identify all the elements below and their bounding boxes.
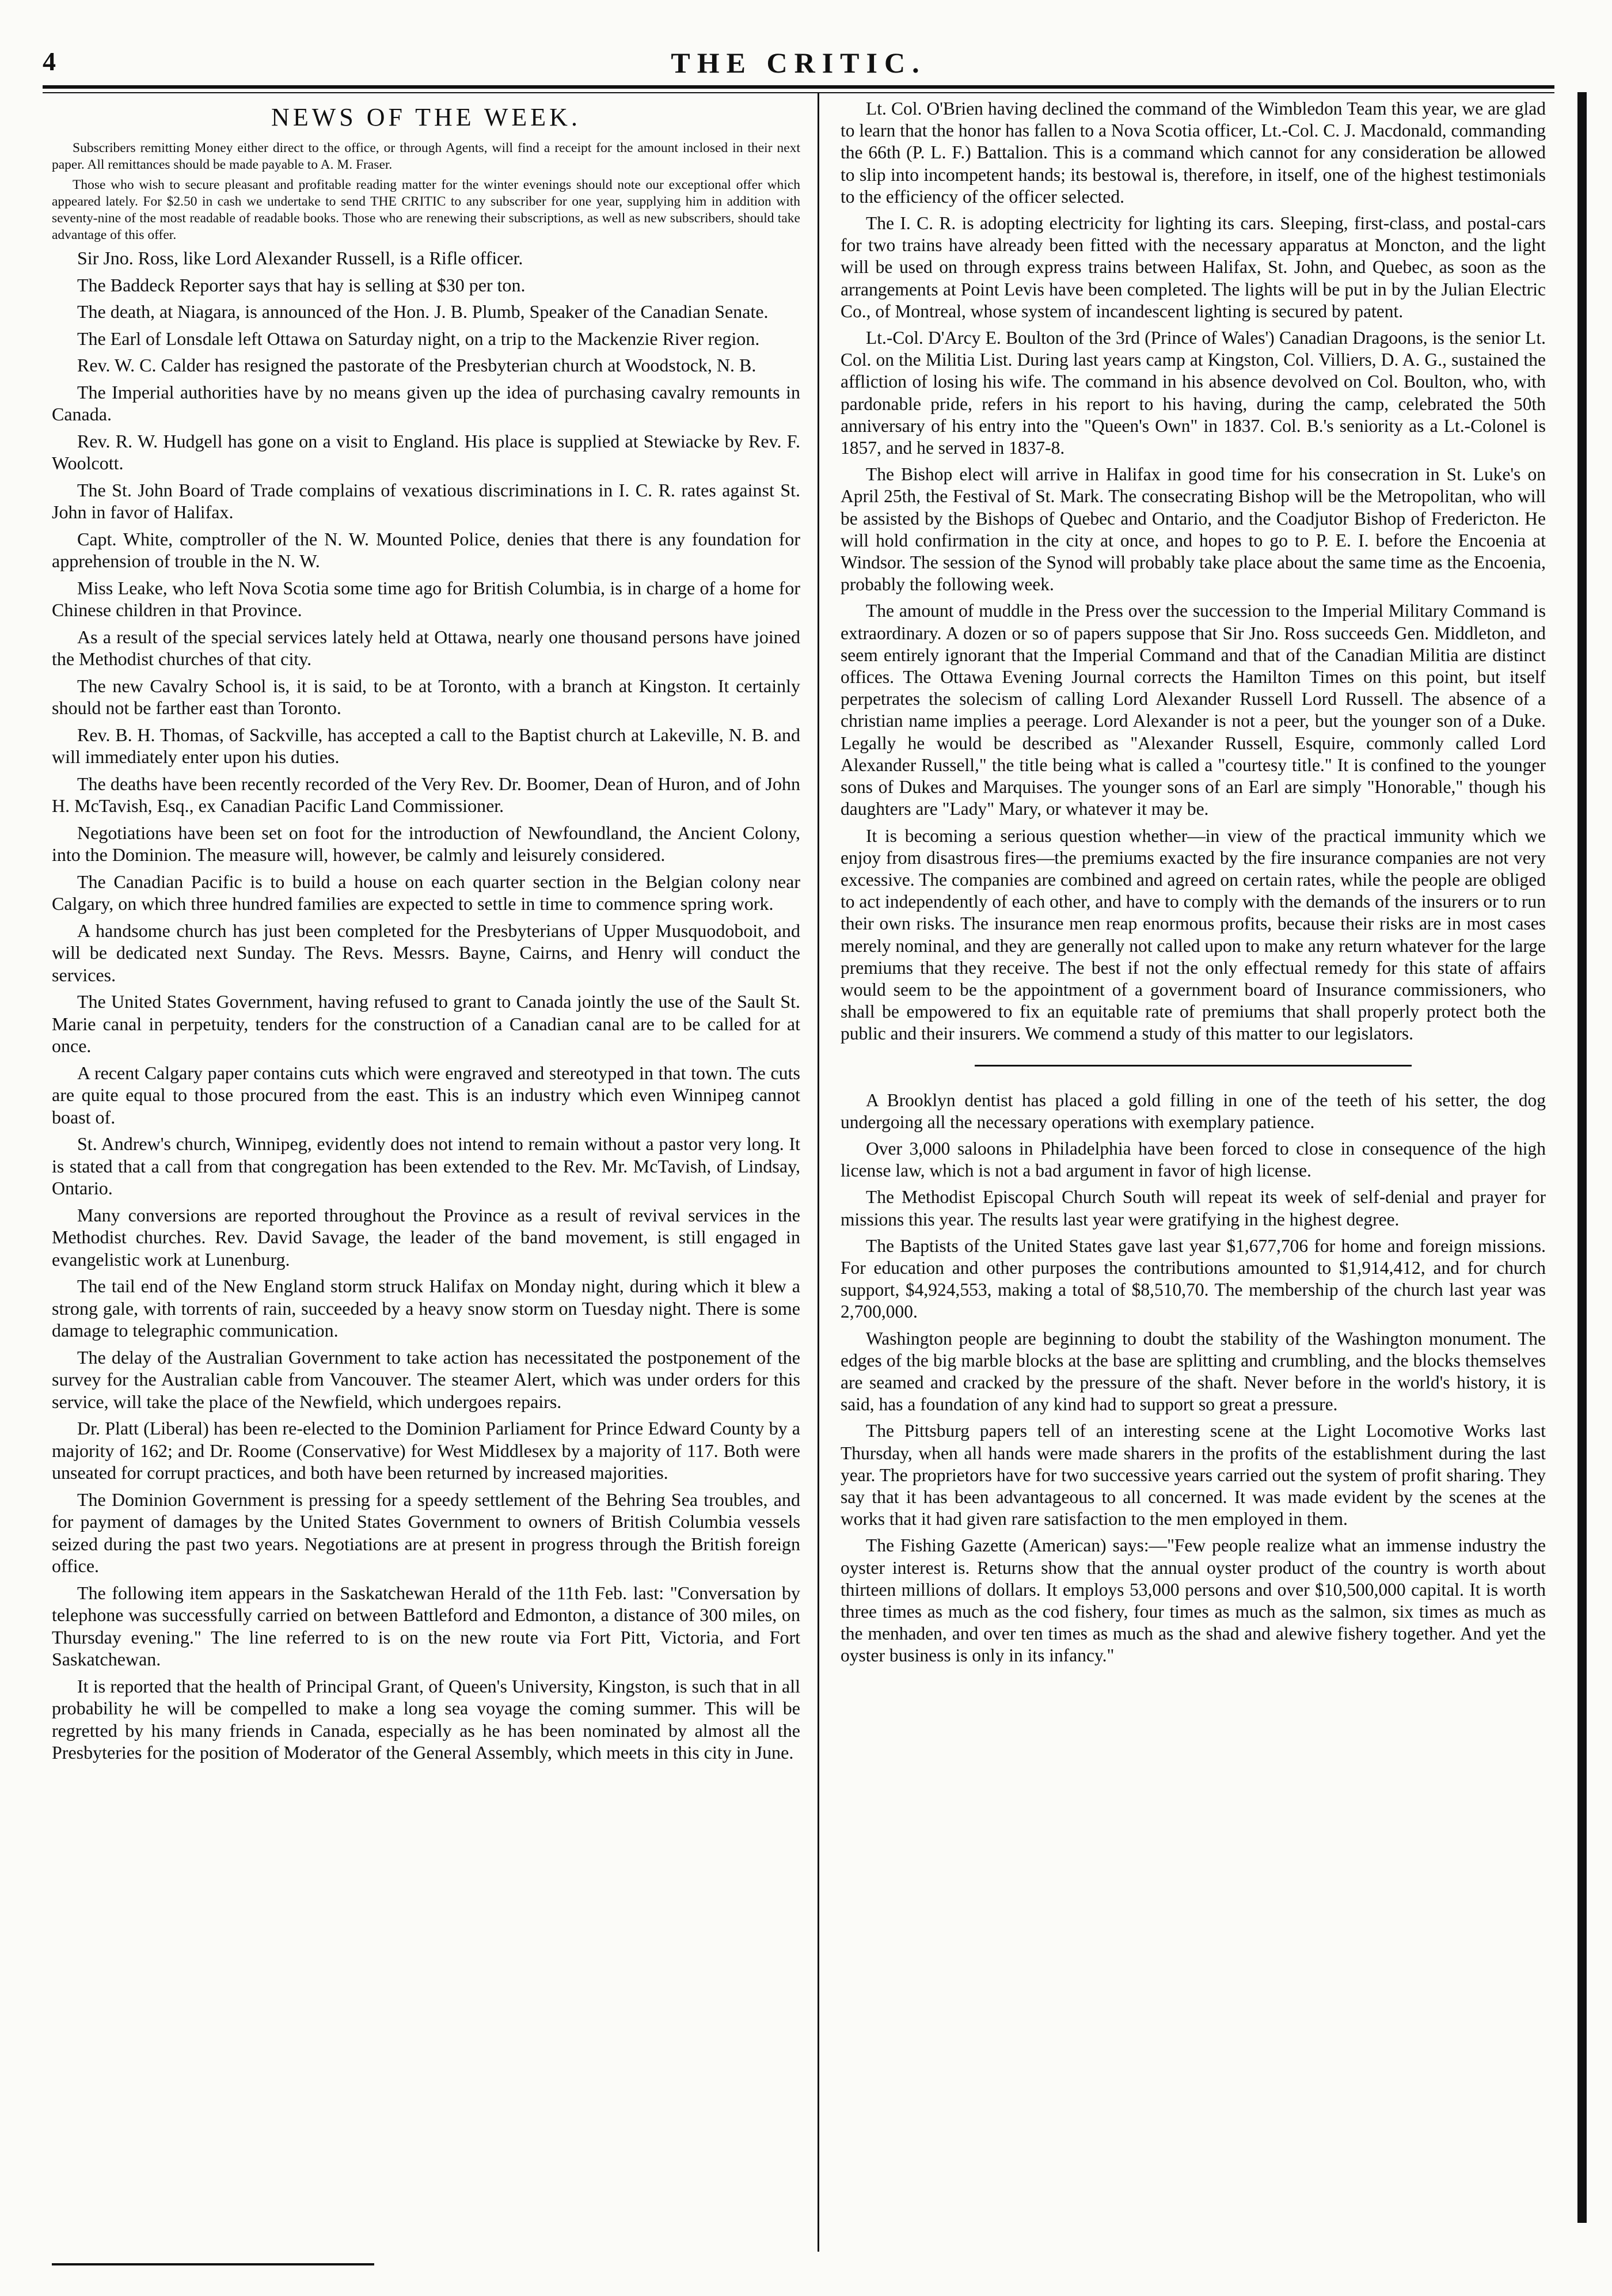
news-item: A Brooklyn dentist has placed a gold filling in one of the teeth of his setter, the dog undergoing all the necessary operations with exemplary patience. bbox=[841, 1090, 1546, 1132]
news-item: The new Cavalry School is, it is said, to be at Toronto, with a branch at Kingston. It certainly should not be farther east than Toronto. bbox=[52, 675, 800, 718]
news-item: Rev. B. H. Thomas, of Sackville, has accepted a call to the Baptist church at Lakeville, N. B. and will immediately enter upon his duties. bbox=[52, 724, 800, 767]
news-item: St. Andrew's church, Winnipeg, evidently does not intend to remain without a pastor very long. It is stated that a call from that congregation has been extended to the Rev. Mr. McTavish, of Lindsay, Ontario. bbox=[52, 1133, 800, 1198]
subscriber-notice: Subscribers remitting Money either direct to the office, or through Agents, will find a receipt for the amount inclosed in their next paper. All remittances should be made payable to A. M. Fraser. bbox=[52, 141, 800, 172]
news-item: The Canadian Pacific is to build a house on each quarter section in the Belgian colony near Calgary, on which three hundred families are expected to settle in time to commence spring work. bbox=[52, 871, 800, 914]
news-item: Sir Jno. Ross, like Lord Alexander Russell, is a Rifle officer. bbox=[77, 248, 523, 268]
news-item: Washington people are beginning to doubt the stability of the Washington monument. The edges of the big marble blocks at the base are splitting and crumbling, and the blocks themselves are seamed and cracked by the pressure of the shaft. Never before in the world's history, it is said, has a foundation of any kind had to support so great a pressure. bbox=[841, 1328, 1546, 1415]
right-news-items bbox=[841, 98, 1546, 1045]
subscriber-notice: Those who wish to secure pleasant and profitable reading matter for the winter evenings should note our exceptional offer which appeared lately. For $2.50 in cash we undertake to send THE CRITIC to any subscriber for one year, supplying him in addition with seventy-nine of the most readable of readable books. Those who are renewing their subscriptions, as well as new subscribers, should take advantage of this offer. bbox=[52, 177, 800, 242]
news-item: A handsome church has just been completed for the Presbyterians of Upper Musquodoboit, and will be dedicated next Sunday. The Revs. Messrs. Bayne, Cairns, and Henry will conduct the services. bbox=[52, 920, 800, 985]
news-item: A recent Calgary paper contains cuts which were engraved and stereotyped in that town. The cuts are quite equal to those procured from the east. This is an industry which even Winnipeg cannot boast of. bbox=[52, 1062, 800, 1128]
header-rule-thin bbox=[43, 92, 1554, 93]
news-item: The Pittsburg papers tell of an interesting scene at the Light Locomotive Works last Thursday, when all hands were made sharers in the profits of the establishment during the last year. The proprietors have for two successive years carried out the system of profit sharing. They say that it has been advantageous to all concerned. It was made evident by the scenes at the works that it had given rare satisfaction to the men employed in them. bbox=[841, 1421, 1546, 1530]
news-item: The Baddeck Reporter says that hay is selling at $30 per ton. bbox=[77, 274, 526, 295]
news-item: Dr. Platt (Liberal) has been re-elected to the Dominion Parliament for Prince Edward County by a majority of 162; and Dr. Roome (Conservative) for West Middlesex by a majority of 117. Both were unseated for corrupt practices, and both have been returned by increased majorities. bbox=[52, 1418, 800, 1483]
news-item: The United States Government, having refused to grant to Canada jointly the use of the Sault St. Marie canal in perpetuity, tenders for the construction of a Canadian canal are to be called for at once. bbox=[52, 991, 800, 1056]
news-item: Lt. Col. O'Brien having declined the command of the Wimbledon Team this year, we are glad to learn that the honor has fallen to a Nova Scotia officer, Lt.-Col. C. J. Macdonald, commanding the 66th (P. L. F.) Battalion. This is a command which cannot for any consideration be allowed to slip into incompetent hands; its bestowal is, therefore, in itself, one of the highest testimonials to the efficiency of the officer selected. bbox=[841, 98, 1546, 207]
news-item: Capt. White, comptroller of the N. W. Mounted Police, denies that there is any foundation for apprehension of trouble in the N. W. bbox=[52, 528, 800, 571]
news-item: The Bishop elect will arrive in Halifax in good time for his consecration in St. Luke's on April 25th, the Festival of St. Mark. The consecrating Bishop will be the Metropolitan, who will be assisted by the Bishops of Quebec and Ontario, and the Coadjutor Bishop of Fredericton. He will hold confirmation in the city at once, and hopes to go to P. E. I. before the Encoenia at Windsor. The session of the Synod will probably take place about the same time as the Encoenia, probably the following week. bbox=[841, 464, 1546, 595]
news-item: The Methodist Episcopal Church South will repeat its week of self-denial and prayer for missions this year. The results last year were gratifying in the highest degree. bbox=[841, 1187, 1546, 1229]
news-item: The Fishing Gazette (American) says:—"Few people realize what an immense industry the oyster interest is. Returns show that the annual oyster product of the country is worth about thirteen millions of dollars. It employs 53,000 persons and over $10,500,000 capital. It is worth three times as much as the cod fishery, four times as much as the salmon, six times as much as the menhaden, and over ten times as much as the shad and alewive fishery together. And yet the oyster business is only in its infancy." bbox=[841, 1535, 1546, 1666]
news-item: As a result of the special services lately held at Ottawa, nearly one thousand persons have joined the Methodist churches of that city. bbox=[52, 626, 800, 669]
news-item: The deaths have been recently recorded of the Very Rev. Dr. Boomer, Dean of Huron, and of John H. McTavish, Esq., ex Canadian Pacific Land Commissioner. bbox=[52, 773, 800, 816]
news-item: The Imperial authorities have by no means given up the idea of purchasing cavalry remounts in Canada. bbox=[52, 381, 800, 424]
right-column bbox=[841, 98, 1546, 2252]
column-divider bbox=[818, 92, 819, 2252]
header-rule-thick bbox=[43, 85, 1554, 89]
newspaper-title: THE CRITIC. bbox=[671, 47, 926, 79]
news-item: The Earl of Lonsdale left Ottawa on Saturday night, on a trip to the Mackenzie River region. bbox=[77, 328, 760, 349]
news-item: The I. C. R. is adopting electricity for lighting its cars. Sleeping, first-class, and postal-cars for two trains have already been fitted with the necessary apparatus at Moncton, and the light will be used on through express trains between Halifax, St. John, and Quebec, as soon as the arrangements at Point Levis have been completed. The lights will be put in by the Julian Electric Co., of Montreal, whose system of incandescent lighting is secured by patent. bbox=[841, 213, 1546, 321]
subscriber-notices bbox=[52, 140, 800, 244]
page-header bbox=[43, 46, 1554, 81]
news-item: The Dominion Government is pressing for a speedy settlement of the Behring Sea troubles, and for payment of damages by the United States Government to owners of British Columbia vessels seized during the past two years. Negotiations are at present in progress through the British foreign office. bbox=[52, 1489, 800, 1576]
section-separator bbox=[975, 1065, 1412, 1067]
news-item: Over 3,000 saloons in Philadelphia have been forced to close in consequence of the high license law, which is not a bad argument in favor of high license. bbox=[841, 1138, 1546, 1181]
news-item: The delay of the Australian Government to take action has necessitated the postponement of the survey for the Australian cable from Vancouver. The steamer Alert, which was under orders for this service, will take the place of the Newfield, which undergoes repairs. bbox=[52, 1346, 800, 1412]
news-item: The Baptists of the United States gave last year $1,677,706 for home and foreign missions. For education and other purposes the contributions amounted to $1,914,412, and for church support, $4,924,553, making a total of $8,510,70. The membership of the church last year was 2,700,000. bbox=[841, 1235, 1546, 1322]
news-item: It is becoming a serious question whether—in view of the practical immunity which we enjoy from disastrous fires—the premiums exacted by the fire insurance companies are not very excessive. The companies are combined and agreed on certain rates, while the people are obliged to act independently of each other, and have to comply with the demands of the insurers or to run their own risks. The insurance men reap enormous profits, because their risks are in most cases merely nominal, and they are generally not called upon to make any return whatever for the large premiums that they receive. The best if not the only effectual remedy for this state of affairs would seem to be the appointment of a government board of Insurance commissioners, who shall be empowered to fix an equitable rate of premiums that shall properly protect both the public and their insurers. We commend a study of this matter to our legislators. bbox=[841, 825, 1546, 1044]
left-column bbox=[52, 98, 800, 2252]
news-item: Many conversions are reported throughout the Province as a result of revival services in the Methodist churches. Rev. David Savage, the leader of the band movement, is still engaged in evangelistic work at Lunenburg. bbox=[52, 1204, 800, 1270]
news-item: It is reported that the health of Principal Grant, of Queen's University, Kingston, is such that in all probability he will be compelled to make a long sea voyage the coming summer. This will be regretted by his many friends in Canada, especially as he has been nominated by almost all the Presbyteries for the position of Moderator of the General Assembly, which meets in this city in June. bbox=[52, 1675, 800, 1763]
scan-margin-bar bbox=[1577, 92, 1587, 2223]
left-news-items bbox=[52, 247, 800, 1764]
news-item: The St. John Board of Trade complains of vexatious discriminations in I. C. R. rates against St. John in favor of Halifax. bbox=[52, 479, 800, 522]
news-item: Rev. R. W. Hudgell has gone on a visit to England. His place is supplied at Stewiacke by Rev. F. Woolcott. bbox=[52, 430, 800, 473]
news-item: The tail end of the New England storm struck Halifax on Monday night, during which it blew a strong gale, with torrents of rain, succeeded by a heavy snow storm on Tuesday night. There is some damage to telegraphic communication. bbox=[52, 1276, 800, 1341]
page-number: 4 bbox=[43, 47, 56, 76]
page-footer-rule bbox=[52, 2263, 374, 2265]
right-lower-news-items bbox=[841, 1090, 1546, 1667]
news-item: Negotiations have been set on foot for the introduction of Newfoundland, the Ancient Colony, into the Dominion. The measure will, however, be calmly and leisurely considered. bbox=[52, 822, 800, 865]
news-item: Lt.-Col. D'Arcy E. Boulton of the 3rd (Prince of Wales') Canadian Dragoons, is the senior Lt. Col. on the Militia List. During last years camp at Kingston, Col. Villiers, D. A. G., sustained the affliction of losing his wife. The command in his absence devolved on Col. Boulton, who, with pardonable pride, refers in his report to his having, during the camp, celebrated the 50th anniversary of his entry into the "Queen's Own" in 1837. Col. B.'s seniority as a Lt.-Colonel is 1857, and he served in 1837-8. bbox=[841, 328, 1546, 458]
news-item: The following item appears in the Saskatchewan Herald of the 11th Feb. last: "Conversation by telephone was successfully carried on between Battleford and Edmonton, a distance of 300 miles, on Thursday evening." The line referred to is on the new route via Fort Pitt, Victoria, and Fort Saskatchewan. bbox=[52, 1582, 800, 1669]
news-item: The death, at Niagara, is announced of the Hon. J. B. Plumb, Speaker of the Canadian Senate. bbox=[77, 301, 769, 322]
section-heading: NEWS OF THE WEEK. bbox=[271, 103, 581, 131]
news-item: Rev. W. C. Calder has resigned the pastorate of the Presbyterian church at Woodstock, N. B. bbox=[77, 355, 756, 375]
news-item: Miss Leake, who left Nova Scotia some time ago for British Columbia, is in charge of a home for Chinese children in that Province. bbox=[52, 577, 800, 620]
news-item: The amount of muddle in the Press over the succession to the Imperial Military Command is extraordinary. A dozen or so of papers suppose that Sir Jno. Ross succeeds Gen. Middleton, and seem entirely ignorant that the Imperial Command and that of the Canadian Militia are distinct offices. The Ottawa Evening Journal corrects the Hamilton Times on this point, but itself perpetrates the solecism of calling Lord Alexander Russell Lord Russell. The absence of a christian name implies a peerage. Lord Alexander is not a peer, but the younger son of a Duke. Legally he would be described as "Alexander Russell, Esquire, commonly called Lord Alexander Russell," the title being what is called a "courtesy title." It is confined to the younger sons of Dukes and Marquises. The younger sons of an Earl are simply "Honorable," though his daughters are "Lady" Mary, or whatever it may be. bbox=[841, 601, 1546, 819]
